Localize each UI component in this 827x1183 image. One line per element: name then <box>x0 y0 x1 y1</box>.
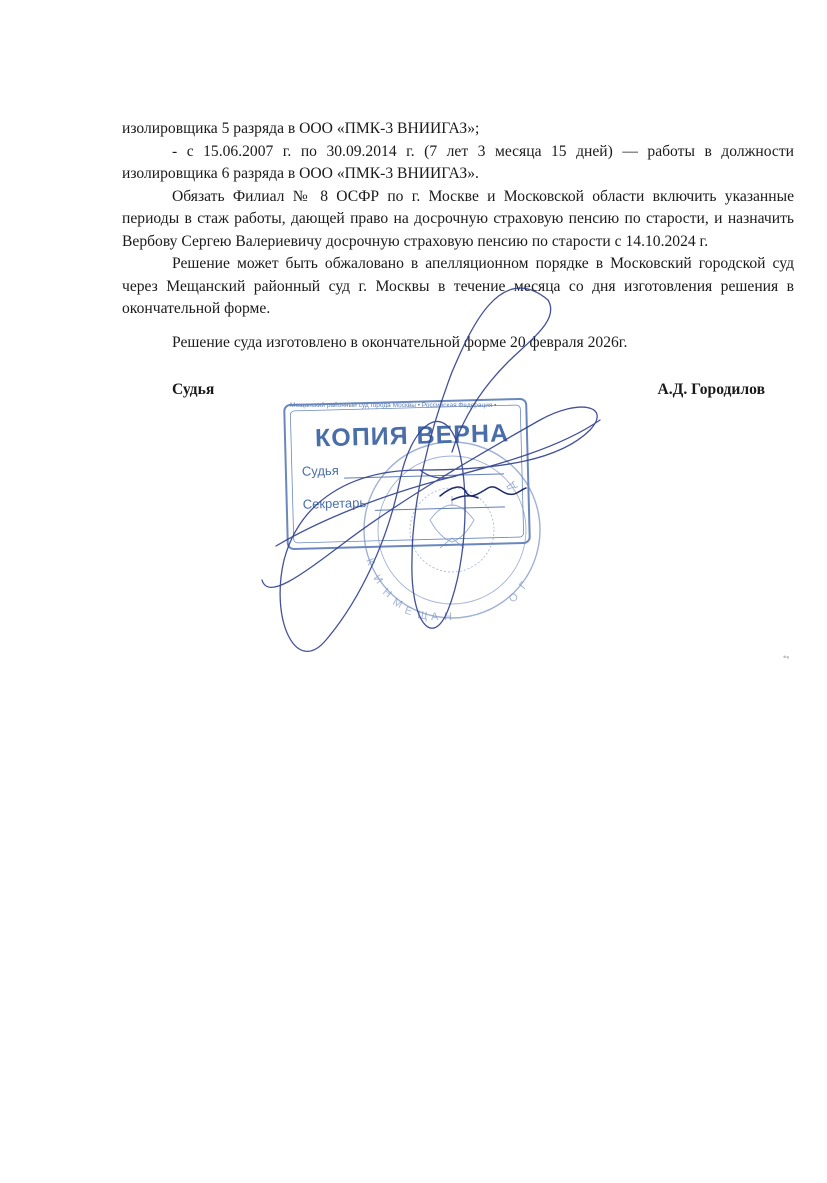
scan-smudge: •• <box>782 651 790 663</box>
svg-text:И: И <box>370 572 385 587</box>
paragraph-period-2: - с 15.06.2007 г. по 30.09.2014 г. (7 лет 3 месяца 15 дней) — работы в должности изолировщика 6 разряда в ООО «ПМК-3 ВНИИГАЗ». <box>122 142 794 182</box>
stamp-secretary-label: Секретарь <box>302 495 367 512</box>
judge-role-label: Судья <box>172 381 215 398</box>
stamp-border-text: Мещанский районный суд города Москвы • Российская Федерация • <box>290 402 497 409</box>
svg-text:О: О <box>506 590 521 606</box>
svg-text:Н: Н <box>444 611 452 623</box>
svg-text:Г: Г <box>517 579 531 592</box>
svg-text:Щ: Щ <box>416 609 429 623</box>
svg-text:А: А <box>431 611 439 623</box>
paragraph-final-form-date: Решение суда изготовлено в окончательной форме 20 февраля 2026г. <box>172 333 628 351</box>
svg-text:К: К <box>363 556 377 568</box>
paragraph-period-1-end: изолировщика 5 разряда в ООО «ПМК-3 ВНИИГАЗ»; <box>122 120 480 137</box>
stamp-judge-label: Судья <box>301 462 339 479</box>
svg-text:Н: Н <box>380 586 394 601</box>
svg-text:Д: Д <box>504 480 519 493</box>
svg-text:М: М <box>390 596 405 611</box>
judge-name: А.Д. Городилов <box>657 381 765 398</box>
svg-text:Е: Е <box>403 604 414 619</box>
stamp-title: КОПИЯ ВЕРНА <box>314 419 510 453</box>
paragraph-appeal: Решение может быть обжаловано в апелляционном порядке в Московский городской суд через Мещанский районный суд г. Москвы в течение месяца со дня изготовления решения в окончательной форме. <box>122 255 794 317</box>
paragraph-obligation: Обязать Филиал № 8 ОСФР по г. Москве и Московской области включить указанные периоды в стаж работы, дающей право на досрочную страховую пенсию по старости, и назначить Вербову Сергею Валериевичу досрочную страховую пенсию по старости с 14.10.2024 г. <box>122 187 794 250</box>
